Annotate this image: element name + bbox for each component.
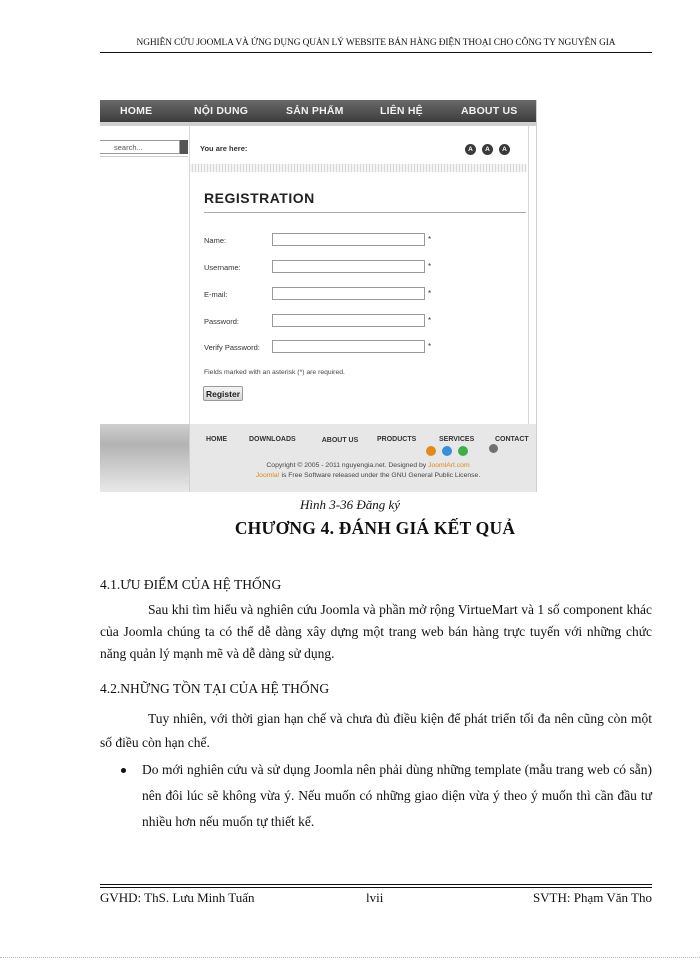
registration-title: REGISTRATION [204,190,315,206]
footer-orange-dot-icon [426,446,436,456]
footer-student: SVTH: Phạm Văn Tho [532,890,652,905]
footer-nav-about-us[interactable]: ABOUT US [321,437,359,444]
footer-grey-dot-icon [489,444,498,453]
search-divider [100,156,188,157]
decorative-stripe [189,164,527,172]
required-mark: * [428,235,432,244]
designer-link[interactable]: JoomlArt.com [428,462,470,469]
registration-screenshot [100,100,537,492]
nav-item-san-pham[interactable]: SẢN PHẨM [286,105,344,117]
joomla-link[interactable]: Joomla! [255,472,280,479]
nav-item-about-us[interactable]: ABOUT US [461,105,518,117]
paragraph-advantages: Sau khi tìm hiểu và nghiên cứu Joomla và phần mở rộng VirtueMart và 1 số component khác của Joomla chúng ta có thể dễ dàng xây dựng một trang web bán hàng trực tuyến với những chức năng quản lý mạnh mẽ và dễ dàng sử dụng. [100,602,652,661]
text-size-increase-button[interactable]: A [465,144,476,155]
register-button[interactable]: Register [203,386,243,401]
figure-caption: Hình 3-36 Đăng ký [299,497,400,512]
verify-password-input[interactable] [272,340,425,353]
required-note: Fields marked with an asterisk (*) are required. [204,369,345,376]
footer-nav-contact[interactable]: CONTACT [495,436,529,443]
name-label: Name: [204,236,227,245]
page-edge [0,957,700,958]
nav-item-home[interactable]: HOME [120,105,153,117]
name-input[interactable] [272,233,425,246]
footer-nav-services[interactable]: SERVICES [439,436,475,443]
title-rule [204,212,526,213]
email-label: E-mail: [204,290,228,299]
page-number: lvii [366,890,384,905]
top-nav-bar [100,100,536,122]
required-mark: * [428,262,432,271]
verify-password-label: Verify Password: [204,343,260,352]
username-label: Username: [204,263,241,272]
footer-rule [100,884,652,885]
footer-nav-products[interactable]: PRODUCTS [377,436,417,443]
footer-nav-downloads[interactable]: DOWNLOADS [249,436,296,443]
paragraph-limitations: Tuy nhiên, với thời gian hạn chế và chưa đủ điều kiện để phát triển tối đa nên cũng còn một số điều còn hạn chế. [100,711,652,750]
search-go-button[interactable] [180,140,188,154]
text-size-decrease-button[interactable]: A [482,144,493,155]
email-input[interactable] [272,287,425,300]
footer-nav-home[interactable]: HOME [206,436,227,443]
text-size-reset-button[interactable]: A [499,144,510,155]
running-header: NGHIÊN CỨU JOOMLA VÀ ỨNG DỤNG QUẢN LÝ WEBSITE BÁN HÀNG ĐIỆN THOẠI CHO CÔNG TY NGUYÊN GIA [136,38,616,48]
required-mark: * [428,289,432,298]
license-line: Joomla! is Free Software released under the GNU General Public License. [255,472,481,479]
section-heading-limitations: 4.2.NHỮNG TỒN TẠI CỦA HỆ THỐNG [100,681,330,696]
nav-item-lien-he[interactable]: LIÊN HỆ [380,105,423,117]
nav-item-noi-dung[interactable]: NỘI DUNG [194,105,249,117]
chapter-title: CHƯƠNG 4. ĐÁNH GIÁ KẾT QUẢ [234,518,516,538]
bullet-item: Do mới nghiên cứu và sử dụng Joomla nên phải dùng những template (mẫu trang web có sẵn) nên đôi lúc sẽ không vừa ý. Nếu muốn có những giao diện vừa ý theo ý muốn thì cần đầu tư nhiều hơn nếu muốn tự thiết kế. [142,762,652,829]
footer-blue-dot-icon [442,446,452,456]
search-input[interactable]: search... [100,140,180,154]
header-rule [100,52,652,53]
footer-green-dot-icon [458,446,468,456]
breadcrumb-label: You are here: [200,144,248,153]
site-footer-inner [189,424,537,492]
username-input[interactable] [272,260,425,273]
footer-advisor: GVHD: ThS. Lưu Minh Tuấn [100,890,255,905]
password-label: Password: [204,317,240,326]
required-mark: * [428,342,432,351]
footer-rule [100,887,652,888]
section-heading-advantages: 4.1.ƯU ĐIỂM CỦA HỆ THỐNG [100,577,282,592]
bullet-icon [121,768,126,773]
password-input[interactable] [272,314,425,327]
copyright-line: Copyright © 2005 - 2011 nguyengia.net. Designed by JoomlArt.com [266,462,470,469]
required-mark: * [428,316,432,325]
